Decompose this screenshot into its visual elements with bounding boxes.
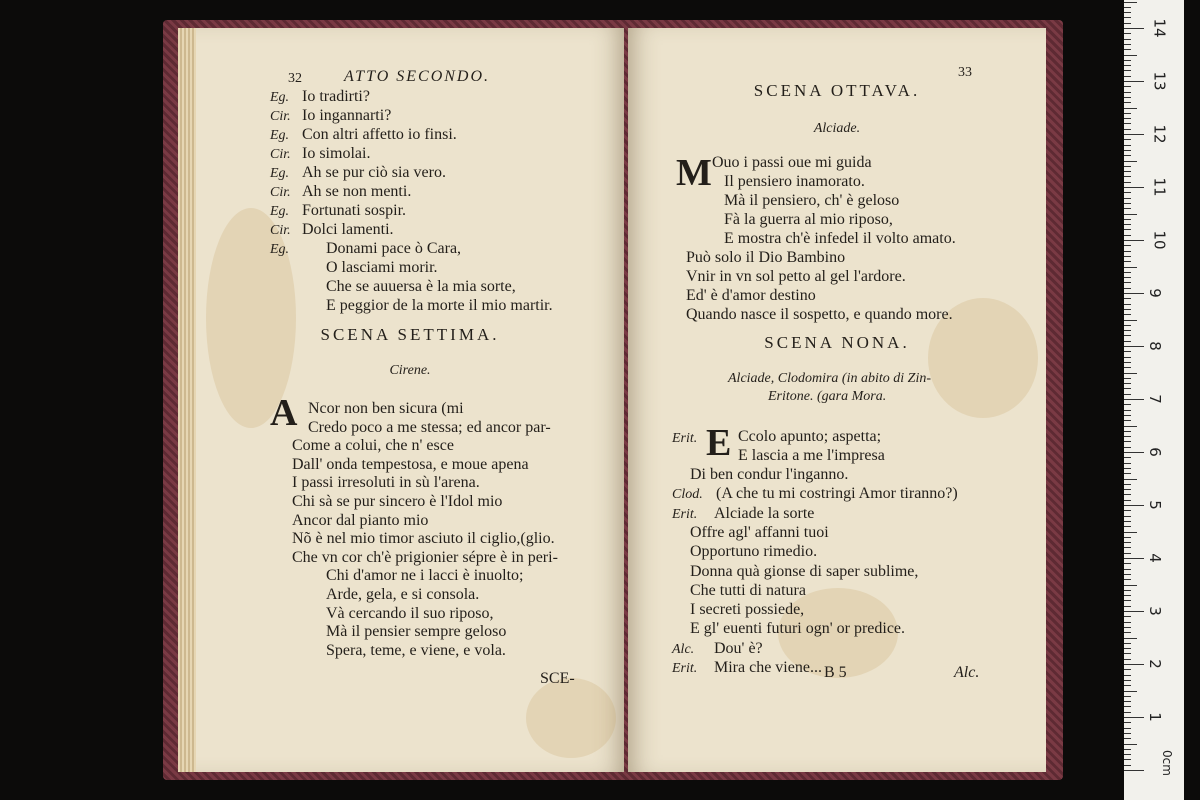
ruler-number: 6 [1145,447,1164,457]
signature-mark: B 5 [824,664,847,681]
ruler-tick [1124,261,1131,262]
verse-line: Fortunati sospir. [302,202,407,219]
ruler-tick [1124,537,1131,538]
ruler-tick [1124,770,1144,771]
ruler-tick [1124,235,1131,236]
verse-line: Dou' è? [714,639,763,657]
ruler-tick [1124,219,1131,220]
ruler-tick [1124,404,1131,405]
ruler-tick [1124,675,1131,676]
ruler-tick [1124,728,1131,729]
scene-heading: SCENA NONA. [764,333,910,352]
ruler-tick [1124,272,1131,273]
verse-line: E peggior de la morte il mio martir. [326,297,553,314]
ruler-tick [1124,171,1131,172]
ruler-tick [1124,256,1131,257]
ruler-tick [1124,410,1131,411]
ruler-tick [1124,320,1137,321]
ruler-tick [1124,585,1137,586]
ruler-tick [1124,251,1131,252]
speaker-label: Erit. [672,431,698,446]
verse-line: Che tutti di natura [690,581,806,599]
drop-cap: E [706,422,732,464]
ruler-tick [1124,426,1137,427]
ruler-tick [1124,669,1131,670]
ruler-tick [1124,510,1131,511]
verse-line: Chi sà se pur sincero è l'Idol mio [292,493,503,510]
verse-line: Ancor dal pianto mio [292,511,429,529]
verse-line: Ncor non ben sicura (mi [308,400,464,417]
ruler-tick [1124,457,1131,458]
ruler-tick [1124,653,1131,654]
right-page-text [628,28,1046,772]
ruler-tick [1124,558,1144,559]
ruler-tick [1124,574,1131,575]
ruler-tick [1124,590,1131,591]
ruler-tick [1124,388,1131,389]
ruler-tick [1124,203,1131,204]
ruler-tick [1124,341,1131,342]
ruler-tick [1124,346,1144,347]
ruler-tick [1124,2,1137,3]
ruler-tick [1124,383,1131,384]
verse-line: Fà la guerra al mio riposo, [724,211,893,228]
ruler-tick [1124,441,1131,442]
ruler-tick [1124,632,1131,633]
verse-line: E lascia a me l'impresa [738,447,885,464]
ruler-tick [1124,298,1131,299]
running-head: ATTO SECONDO. [344,68,491,85]
ruler-tick [1124,616,1131,617]
ruler-tick [1124,304,1131,305]
speaker-label: Cir. [270,223,291,238]
verse-line: O lasciami morir. [326,259,438,276]
ruler-unit-label: 0cm [1159,750,1174,776]
speaker-label: Eg. [270,242,290,257]
speaker-label: Eg. [270,166,290,181]
ruler-tick [1124,691,1137,692]
ruler-number: 4 [1145,553,1164,563]
ruler-tick [1124,436,1131,437]
character-list: Alciade, Clodomira (in abito di Zin- [728,371,931,386]
scene-character: Cirene. [389,363,431,378]
ruler-tick [1124,484,1131,485]
ruler-tick [1124,611,1144,612]
ruler-tick [1124,277,1131,278]
verse-line: Con altri affetto io finsi. [302,126,457,143]
ruler-number: 10 [1150,230,1169,250]
ruler-tick [1124,192,1131,193]
ruler-number: 13 [1150,71,1169,91]
verse-line: Vnir in vn sol petto al gel l'ardore. [686,268,906,285]
ruler-tick [1124,500,1131,501]
ruler-tick [1124,463,1131,464]
ruler-number: 12 [1150,124,1169,144]
ruler-tick [1124,330,1131,331]
verse-line: Ccolo apunto; aspetta; [738,428,882,445]
ruler-tick [1124,468,1131,469]
verse-line: Mà il pensier sempre geloso [326,623,507,641]
ruler-tick [1124,648,1131,649]
scene-character: Alciade. [813,121,861,136]
left-page [196,28,624,772]
ruler-tick [1124,447,1131,448]
ruler-tick [1124,102,1131,103]
drop-cap: A [270,392,298,434]
verse-line: Che se auuersa è la mia sorte, [326,278,516,295]
ruler-number: 5 [1145,500,1164,510]
ruler-tick [1124,282,1131,283]
page-number: 32 [288,71,302,86]
ruler-tick [1124,516,1131,517]
ruler-tick [1124,738,1131,739]
ruler-tick [1124,60,1131,61]
verse-line: Offre agl' affanni tuoi [690,523,829,541]
ruler-tick [1124,733,1131,734]
measuring-ruler [1124,0,1184,800]
ruler-tick [1124,622,1131,623]
verse-line: E gl' euenti futuri ogn' or predice. [690,620,906,638]
ruler-tick [1124,33,1131,34]
ruler-tick [1124,86,1131,87]
verse-line: Chi d'amor ne i lacci è inuolto; [326,567,524,585]
ruler-tick [1124,229,1131,230]
ruler-tick [1124,208,1131,209]
verse-line: Quando nasce il sospetto, e quando more. [686,306,953,323]
ruler-tick [1124,394,1131,395]
page-number: 33 [958,65,972,80]
speaker-label: Eg. [270,128,290,143]
verse-line: Di ben condur l'inganno. [690,466,849,483]
ruler-tick [1124,7,1131,8]
left-page-text [196,28,624,772]
ruler-tick [1124,706,1131,707]
ruler-tick [1124,224,1131,225]
verse-line: Mà il pensiero, ch' è geloso [724,192,900,209]
verse-line: Io simolai. [302,145,371,162]
ruler-tick [1124,489,1131,490]
ruler-tick [1124,139,1131,140]
ruler-tick [1124,378,1131,379]
ruler-tick [1124,765,1131,766]
ruler-tick [1124,70,1131,71]
ruler-tick [1124,335,1131,336]
ruler-tick [1124,108,1137,109]
ruler-tick [1124,627,1131,628]
ruler-tick [1124,17,1131,18]
ruler-tick [1124,288,1131,289]
ruler-tick [1124,563,1131,564]
ruler-tick [1124,176,1131,177]
ruler-tick [1124,214,1137,215]
ruler-tick [1124,187,1144,188]
ruler-number: 3 [1145,606,1164,616]
speaker-label: Erit. [672,661,698,676]
speaker-label: Eg. [270,90,290,105]
ruler-tick [1124,44,1131,45]
ruler-tick [1124,357,1131,358]
verse-line: Và cercando il suo riposo, [326,604,494,622]
ruler-tick [1124,166,1131,167]
ruler-tick [1124,754,1131,755]
verse-line: Dall' onda tempestosa, e moue apena [292,455,529,473]
ruler-number: 1 [1145,712,1164,722]
ruler-tick [1124,452,1144,453]
ruler-tick [1124,701,1131,702]
ruler-tick [1124,685,1131,686]
ruler-tick [1124,97,1131,98]
verse-line: Alciade la sorte [714,504,815,522]
verse-line: E mostra ch'è infedel il volto amato. [724,230,956,247]
ruler-number: 9 [1145,288,1164,298]
verse-line: Mira che viene... [714,659,822,676]
ruler-tick [1124,505,1144,506]
ruler-tick [1124,123,1131,124]
ruler-tick [1124,659,1131,660]
ruler-tick [1124,680,1131,681]
verse-line: I passi irresoluti in sù l'arena. [292,474,480,492]
verse-line: Che vn cor ch'è prigionier sépre è in peri- [292,548,558,566]
ruler-tick [1124,431,1131,432]
ruler-tick [1124,399,1144,400]
verse-line: Nõ è nel mio timor asciuto il ciglio,(glio. [292,530,555,548]
verse-line: Donami pace ò Cara, [326,240,462,257]
ruler-tick [1124,182,1131,183]
ruler-tick [1124,314,1131,315]
right-page [628,28,1046,772]
ruler-tick [1124,415,1131,416]
ruler-tick [1124,717,1144,718]
ruler-tick [1124,325,1131,326]
catchword: Alc. [954,664,980,681]
ruler-tick [1124,749,1131,750]
verse-line: Io tradirti? [302,88,370,105]
speaker-label: Cir. [270,147,291,162]
ruler-tick [1124,198,1131,199]
ruler-number: 14 [1150,18,1169,38]
speaker-label: Clod. [672,487,703,503]
speaker-label: Cir. [270,109,291,124]
ruler-tick [1124,479,1137,480]
verse-line: Dolci lamenti. [302,221,394,238]
verse-line: Spera, teme, e viene, e vola. [326,641,506,659]
ruler-tick [1124,129,1131,130]
ruler-tick [1124,49,1131,50]
drop-cap: M [676,152,712,194]
ruler-tick [1124,245,1131,246]
ruler-tick [1124,23,1131,24]
ruler-tick [1124,28,1144,29]
ruler-tick [1124,55,1137,56]
ruler-tick [1124,532,1137,533]
ruler-tick [1124,600,1131,601]
speaker-label: Eg. [270,204,290,219]
ruler-tick [1124,744,1137,745]
verse-line: I secreti possiede, [690,601,805,619]
verse-line: Opportuno rimedio. [690,543,818,561]
ruler-tick [1124,12,1131,13]
scene-heading: SCENA SETTIMA. [320,325,500,344]
ruler-tick [1124,553,1131,554]
ruler-tick [1124,81,1144,82]
ruler-tick [1124,145,1131,146]
verse-line: Credo poco a me stessa; ed ancor par- [308,418,551,436]
ruler-tick [1124,542,1131,543]
ruler-tick [1124,526,1131,527]
ruler-tick [1124,76,1131,77]
ruler-tick [1124,39,1131,40]
ruler-tick [1124,569,1131,570]
speaker-label: Alc. [672,641,695,657]
ruler-tick [1124,712,1131,713]
ruler-number: 8 [1145,341,1164,351]
ruler-tick [1124,155,1131,156]
ruler-tick [1124,161,1137,162]
verse-line: Ed' è d'amor destino [686,287,816,304]
ruler-tick [1124,664,1144,665]
verse-line: Io ingannarti? [302,107,392,124]
ruler-tick [1124,65,1131,66]
scene-heading: SCENA OTTAVA. [753,81,921,100]
ruler-tick [1124,494,1131,495]
verse-line: Donna quà gionse di saper sublime, [690,562,919,580]
verse-line: Il pensiero inamorato. [724,173,865,190]
ruler-tick [1124,351,1131,352]
verse-line: (A che tu mi costringi Amor tiranno?) [716,485,958,503]
ruler-tick [1124,521,1131,522]
ruler-tick [1124,696,1131,697]
speaker-label: Cir. [270,185,291,200]
ruler-tick [1124,722,1131,723]
ruler-tick [1124,267,1137,268]
verse-line: Come a colui, che n' esce [292,437,454,455]
ruler-tick [1124,150,1131,151]
verse-line: Ah se non menti. [302,183,412,200]
ruler-tick [1124,643,1131,644]
character-list: Eritone. (gara Mora. [768,389,887,404]
ruler-tick [1124,759,1131,760]
ruler-tick [1124,595,1131,596]
ruler-tick [1124,134,1144,135]
verse-line: Ah se pur ciò sia vero. [302,164,446,181]
ruler-tick [1124,373,1137,374]
ruler-tick [1124,606,1131,607]
ruler-tick [1124,638,1137,639]
ruler-tick [1124,92,1131,93]
ruler-tick [1124,293,1144,294]
verse-line: Ouo i passi oue mi guida [712,154,872,171]
ruler-tick [1124,473,1131,474]
ruler-tick [1124,113,1131,114]
ruler-tick [1124,118,1131,119]
ruler-number: 11 [1150,177,1169,197]
ruler-number: 2 [1145,659,1164,669]
ruler-tick [1124,362,1131,363]
ruler-tick [1124,420,1131,421]
verse-line: Arde, gela, e si consola. [326,586,480,603]
catchword: SCE- [540,670,575,687]
ruler-tick [1124,367,1131,368]
ruler-tick [1124,547,1131,548]
verse-line: Può solo il Dio Bambino [686,249,846,266]
ruler-number: 7 [1145,394,1164,404]
ruler-tick [1124,579,1131,580]
ruler-tick [1124,240,1144,241]
ruler-tick [1124,309,1131,310]
speaker-label: Erit. [672,506,698,522]
